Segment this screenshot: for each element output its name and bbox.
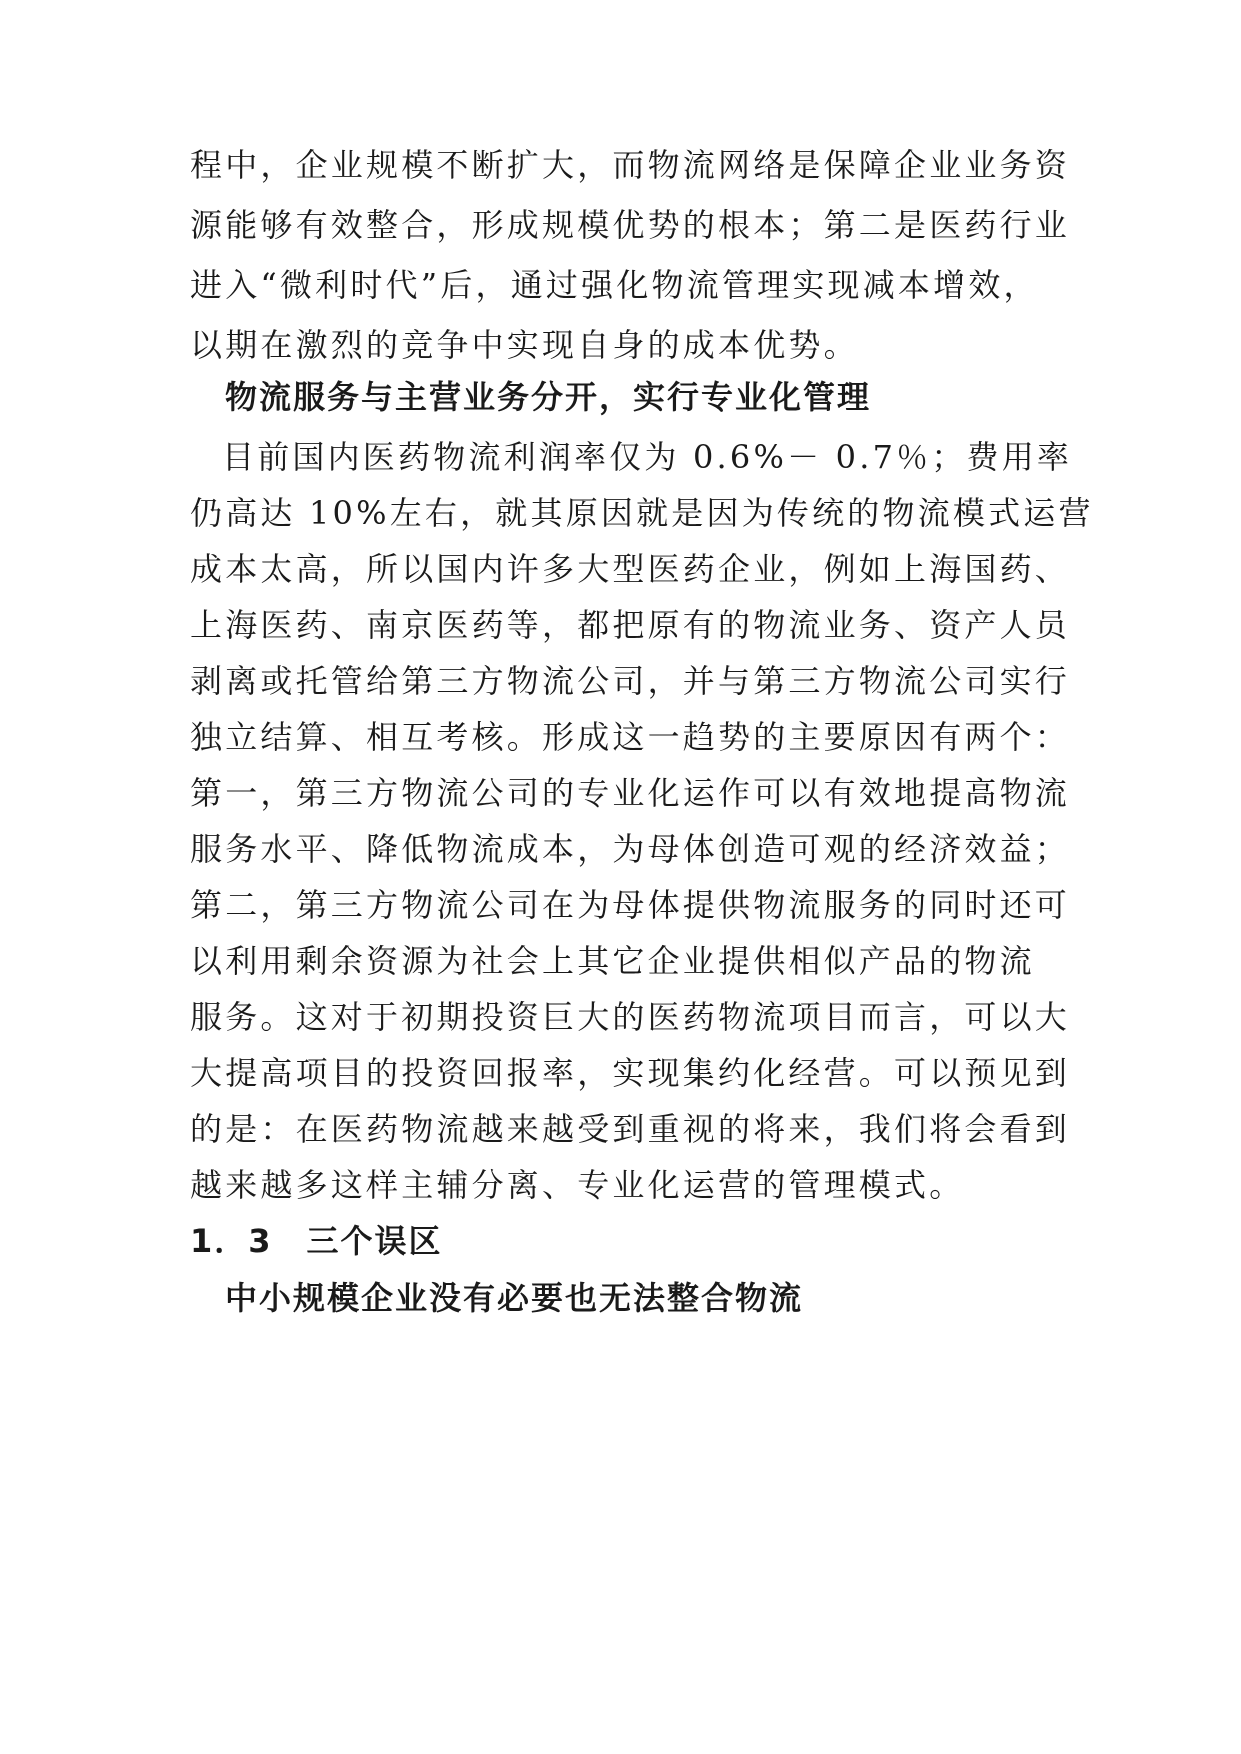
paragraph-line: 越来越多这样主辅分离、专业化运营的管理模式。 xyxy=(190,1166,965,1204)
paragraph-line: 剥离或托管给第三方物流公司，并与第三方物流公司实行 xyxy=(190,662,1071,700)
paragraph-line: 进入“微利时代”后，通过强化物流管理实现减本增效， xyxy=(190,266,1039,304)
paragraph-line: 上海医药、南京医药等，都把原有的物流业务、资产人员 xyxy=(190,606,1071,644)
paragraph-line: 大提高项目的投资回报率，实现集约化经营。可以预见到 xyxy=(190,1054,1071,1092)
paragraph-line: 仍高达 10%左右，就其原因就是因为传统的物流模式运营 xyxy=(190,494,1094,532)
paragraph-line: 第一，第三方物流公司的专业化运作可以有效地提高物流 xyxy=(190,774,1071,812)
paragraph-line: 第二，第三方物流公司在为母体提供物流服务的同时还可 xyxy=(190,886,1071,924)
paragraph-line: 成本太高，所以国内许多大型医药企业，例如上海国药、 xyxy=(190,550,1071,588)
paragraph-line: 独立结算、相互考核。形成这一趋势的主要原因有两个： xyxy=(190,718,1071,756)
paragraph-line: 服务。这对于初期投资巨大的医药物流项目而言，可以大 xyxy=(190,998,1071,1036)
subheading: 中小规模企业没有必要也无法整合物流 xyxy=(225,1279,804,1317)
paragraph-line: 目前国内医药物流利润率仅为 0.6%－ 0.7％；费用率 xyxy=(222,438,1073,476)
paragraph-line: 以期在激烈的竞争中实现自身的成本优势。 xyxy=(190,326,859,364)
section-heading: 1．3 三个误区 xyxy=(190,1222,443,1260)
subheading: 物流服务与主营业务分开，实行专业化管理 xyxy=(225,378,872,416)
paragraph-line: 服务水平、降低物流成本，为母体创造可观的经济效益； xyxy=(190,830,1071,868)
paragraph-line: 程中，企业规模不断扩大，而物流网络是保障企业业务资 xyxy=(190,146,1071,184)
paragraph-line: 源能够有效整合，形成规模优势的根本；第二是医药行业 xyxy=(190,206,1071,244)
paragraph-line: 的是：在医药物流越来越受到重视的将来，我们将会看到 xyxy=(190,1110,1071,1148)
paragraph-line: 以利用剩余资源为社会上其它企业提供相似产品的物流 xyxy=(190,942,1035,980)
